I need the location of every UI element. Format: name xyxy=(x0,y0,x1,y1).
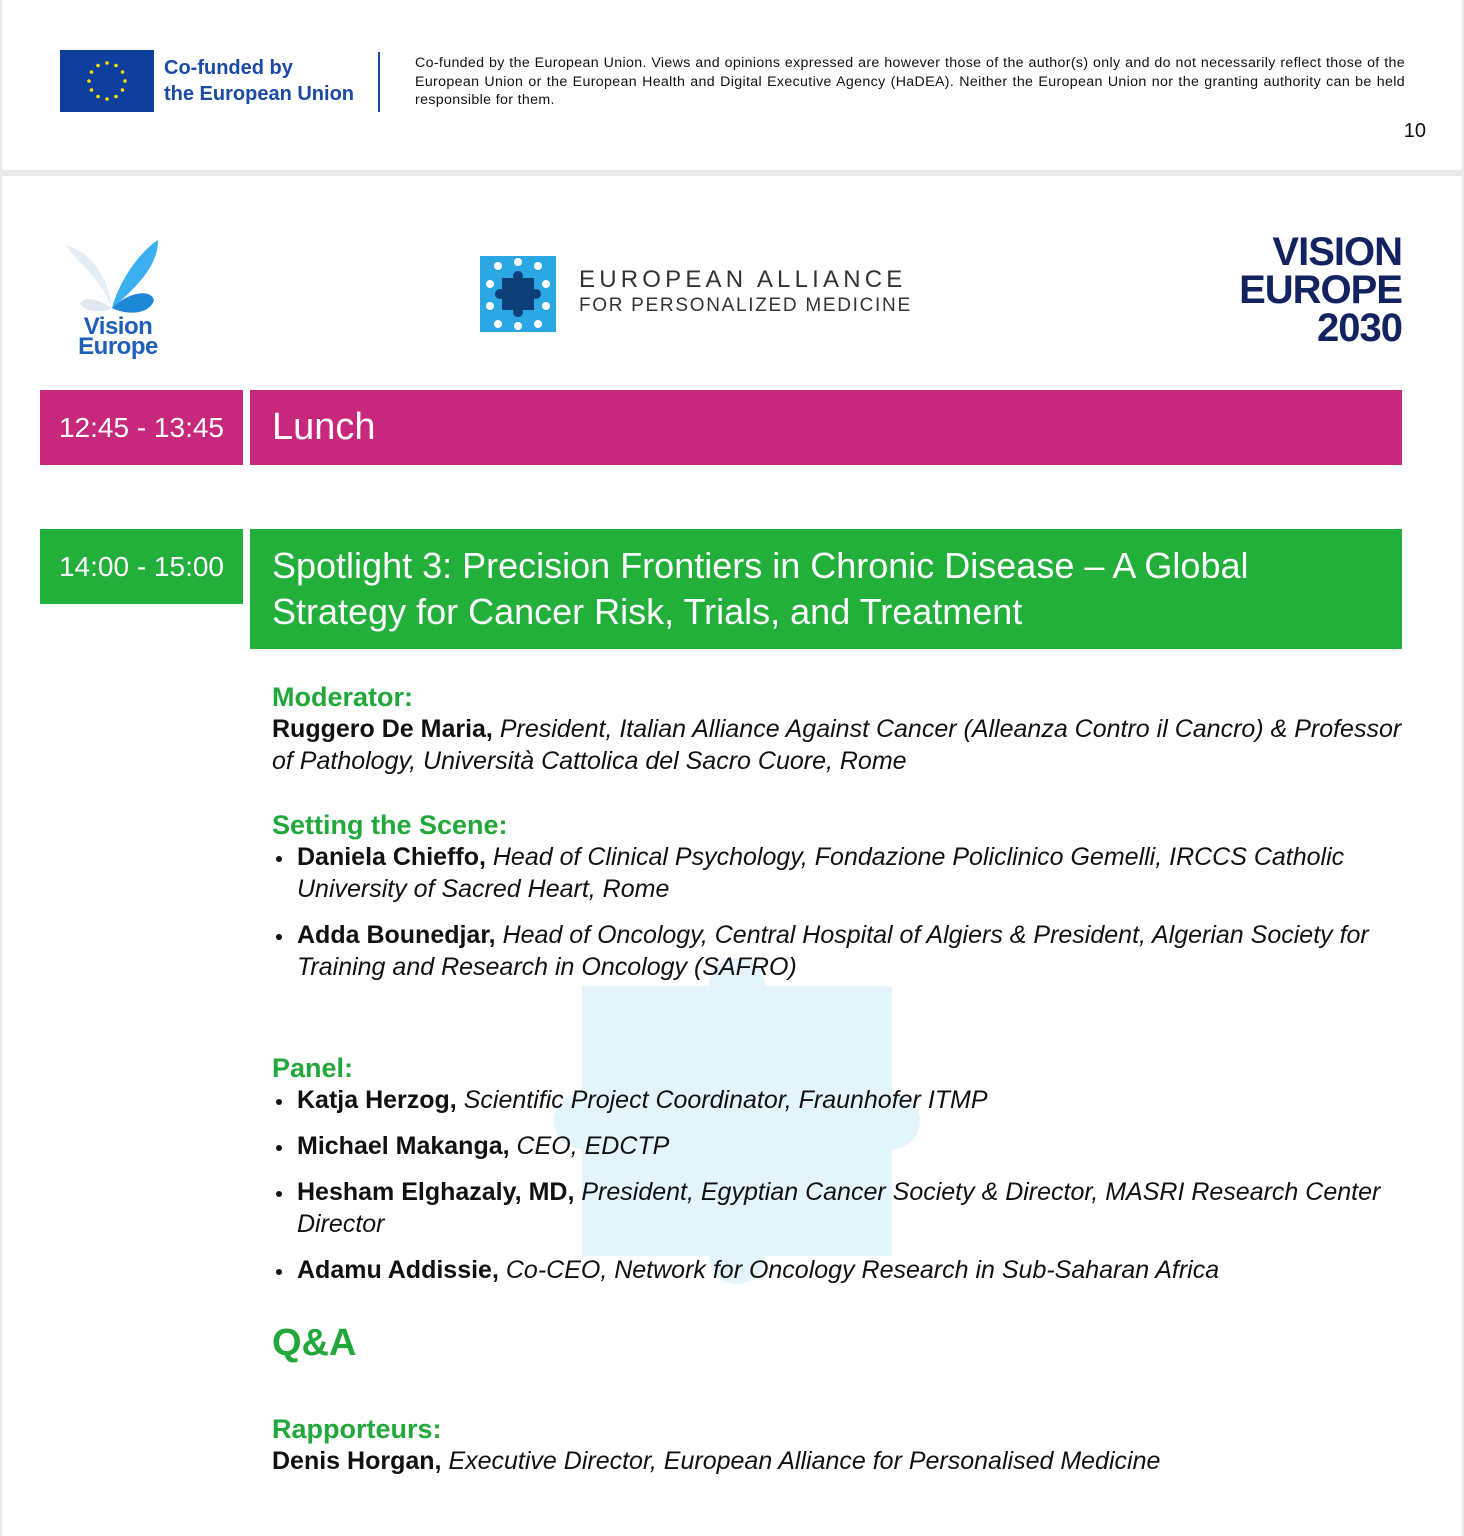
header-divider xyxy=(378,52,380,112)
rapporteurs-heading: Rapporteurs: xyxy=(272,1414,442,1444)
vision-europe-2030-logo xyxy=(1239,230,1402,350)
setting-the-scene-section xyxy=(272,809,1412,997)
ve2030-line3: 2030 xyxy=(1317,306,1402,350)
person-name: Adamu Addissie, xyxy=(297,1256,499,1284)
person-name: Hesham Elghazaly, MD, xyxy=(297,1178,575,1206)
list-item xyxy=(272,841,1412,905)
eu-flag-icon xyxy=(60,50,154,112)
eapm-subtitle: FOR PERSONALIZED MEDICINE xyxy=(579,295,912,316)
vision-europe-line1: Vision xyxy=(83,313,153,340)
panel-speaker-list xyxy=(272,1084,1412,1286)
person-name: Ruggero De Maria, xyxy=(272,715,493,743)
spotlight-time-badge: 14:00 - 15:00 xyxy=(40,529,243,604)
ve2030-line2: EUROPE xyxy=(1239,268,1402,312)
eapm-title: EUROPEAN ALLIANCE xyxy=(579,266,907,293)
person-name: Katja Herzog, xyxy=(297,1086,457,1114)
person-name: Michael Makanga, xyxy=(297,1132,510,1160)
moderator-entry xyxy=(272,713,1412,777)
spotlight-title-bar: Spotlight 3: Precision Frontiers in Chronic Disease – A Global Strategy for Cancer Risk, Trials, and Treatment xyxy=(250,529,1402,649)
person-name: Denis Horgan, xyxy=(272,1447,442,1475)
page-number: 10 xyxy=(1403,120,1426,142)
ve2030-line1: VISION xyxy=(1272,230,1402,274)
eu-disclaimer-text: Co-funded by the European Union. Views and opinions expressed are however those of the author(s) only and do not necessarily reflect those of the European Union or the European Health and Digital Executive Agency (HaDEA). Neither the European Union nor the granting authority can be held responsible for them. xyxy=(415,55,1405,108)
disclaimer-page xyxy=(2,0,1462,170)
eu-cofund-label xyxy=(164,55,374,107)
agenda-page xyxy=(2,176,1462,1536)
list-item xyxy=(272,1130,1412,1162)
eu-cofund-line2: the European Union xyxy=(164,83,354,105)
person-name: Daniela Chieffo, xyxy=(297,843,486,871)
list-item xyxy=(272,1084,1412,1116)
list-item xyxy=(272,919,1412,983)
panel-section xyxy=(272,1052,1412,1300)
person-role: Executive Director, European Alliance for Personalised Medicine xyxy=(448,1447,1161,1475)
eu-cofund-line1: Co-funded by xyxy=(164,57,293,79)
scene-speaker-list xyxy=(272,841,1412,983)
person-role: President, Italian Alliance Against Cancer (Alleanza Contro il Cancro) & Professor of Pathology, Università Cattolica del Sacro Cuore, Rome xyxy=(272,715,1402,775)
person-role: Head of Clinical Psychology, Fondazione Policlinico Gemelli, IRCCS Catholic University of Sacred Heart, Rome xyxy=(297,843,1345,903)
moderator-section xyxy=(272,681,1412,777)
vision-europe-line2: Europe xyxy=(78,333,158,360)
person-role: CEO, EDCTP xyxy=(516,1132,670,1160)
panel-heading: Panel: xyxy=(272,1053,354,1083)
person-role: Head of Oncology, Central Hospital of Algiers & President, Algerian Society for Training and Research in Oncology (SAFRO) xyxy=(297,921,1369,981)
person-name: Adda Bounedjar, xyxy=(297,921,496,949)
scene-heading: Setting the Scene: xyxy=(272,810,508,840)
moderator-heading: Moderator: xyxy=(272,682,413,712)
person-role: President, Egyptian Cancer Society & Director, MASRI Research Center Director xyxy=(297,1178,1381,1238)
person-role: Co-CEO, Network for Oncology Research in Sub-Saharan Africa xyxy=(505,1256,1220,1284)
rapporteurs-section xyxy=(272,1413,1412,1477)
person-role: Scientific Project Coordinator, Fraunhofer ITMP xyxy=(463,1086,988,1114)
list-item xyxy=(272,1254,1412,1286)
qa-heading: Q&A xyxy=(272,1322,357,1364)
rapporteur-entry xyxy=(272,1445,1412,1477)
lunch-time-badge: 12:45 - 13:45 xyxy=(40,390,243,465)
vision-europe-wordmark xyxy=(68,313,168,360)
list-item xyxy=(272,1176,1412,1240)
eapm-puzzle-logo xyxy=(478,254,558,334)
lunch-title-bar: Lunch xyxy=(250,390,1402,465)
